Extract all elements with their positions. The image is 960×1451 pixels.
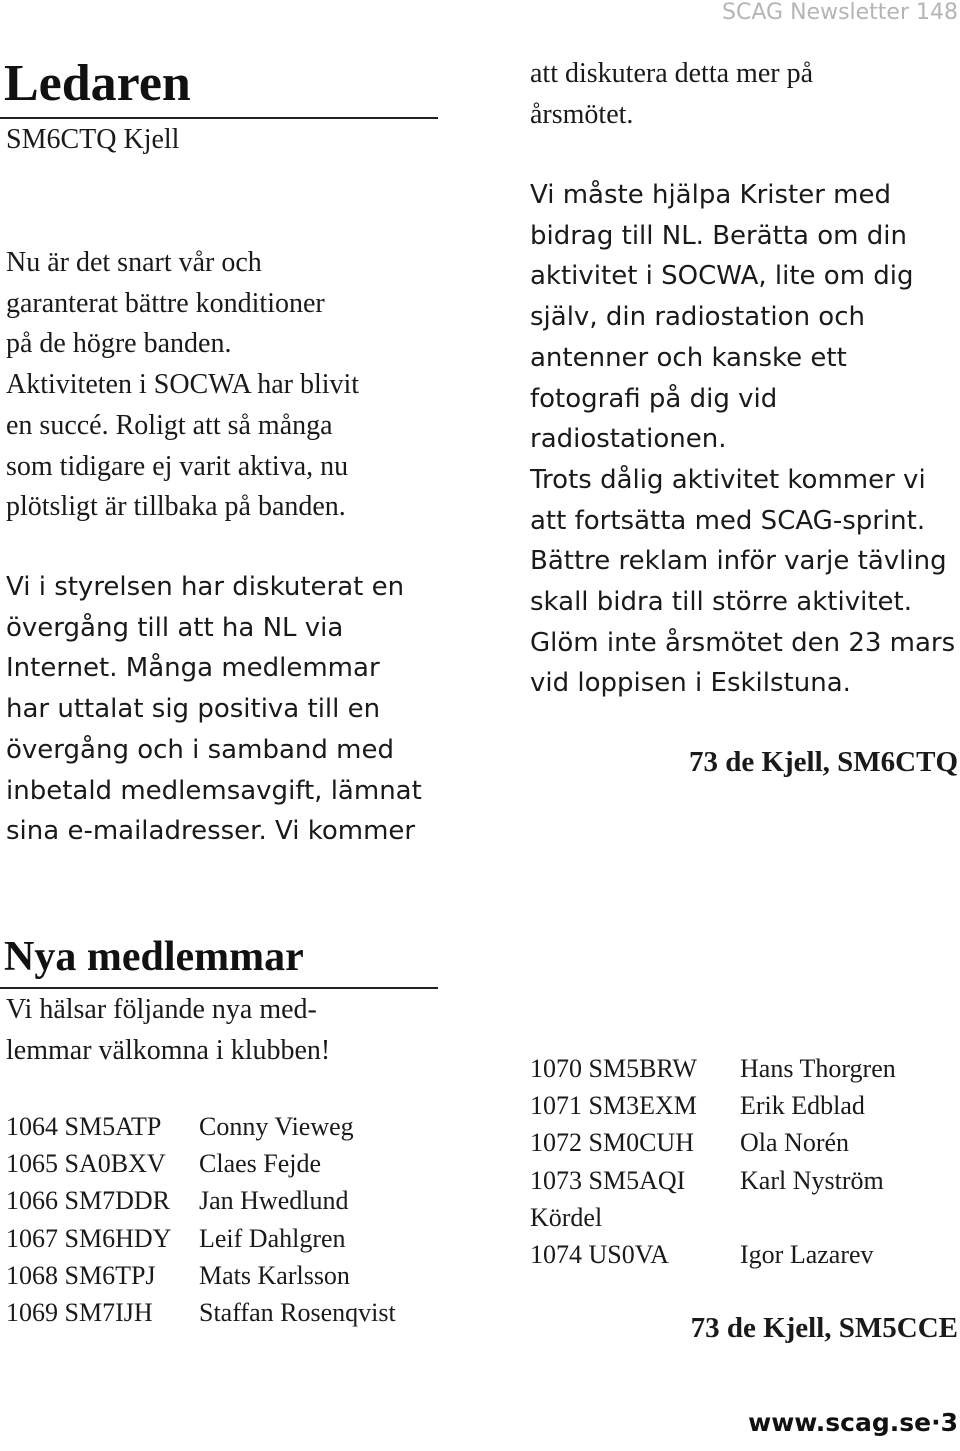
member-row bbox=[6, 1186, 396, 1223]
member-id: 1066 SM7DDR bbox=[6, 1186, 170, 1216]
section-title-ledaren: Ledaren bbox=[4, 55, 191, 112]
nya-intro-text: Vi hälsar följande nya med- lemmar välkomna i klubben! bbox=[6, 994, 331, 1066]
nya-signature: 73 de Kjell, SM5CCE bbox=[690, 1312, 958, 1344]
member-row bbox=[530, 1091, 896, 1128]
member-name: Staffan Rosenqvist bbox=[199, 1297, 396, 1327]
member-row bbox=[6, 1149, 396, 1186]
ledaren-paragraph-2: Vi i styrelsen har diskuterat en övergång till att ha NL via Internet. Många medlemmar har uttalat sig positiva till en övergång och i samband med inbetald medlemsavgift, lämnat sina e-mailadresser. Vi kommer bbox=[6, 572, 422, 847]
member-list-left bbox=[6, 1112, 396, 1335]
member-row bbox=[6, 1261, 396, 1298]
member-name: Leif Dahlgren bbox=[199, 1223, 346, 1253]
member-id: 1074 US0VA bbox=[530, 1239, 669, 1269]
ledaren-paragraph-4: Vi måste hjälpa Krister med bidrag till NL. Berätta om din aktivitet i SOCWA, lite om dig själv, din radiostation och antenner och kanske ett fotografi på dig vid radiostationen. Trots dålig aktivitet kommer vi att fortsätta med SCAG-sprint. Bättre reklam inför varje tävling skall bidra till större aktivitet. Glöm inte årsmötet den 23 mars vid loppisen i Eskilstuna. bbox=[530, 180, 956, 699]
member-id: 1069 SM7IJH bbox=[6, 1297, 153, 1327]
member-name: Karl Nyström bbox=[740, 1165, 884, 1195]
member-name: Mats Karlsson bbox=[199, 1260, 350, 1290]
member-name: Conny Vieweg bbox=[199, 1112, 354, 1141]
member-id: 1067 SM6HDY bbox=[6, 1223, 172, 1253]
title-underline bbox=[0, 117, 438, 119]
newsletter-header: SCAG Newsletter 148 bbox=[722, 0, 958, 25]
member-row bbox=[6, 1112, 396, 1149]
member-name: Erik Edblad bbox=[740, 1091, 865, 1121]
member-id: 1072 SM0CUH bbox=[530, 1128, 694, 1158]
member-name: Ola Norén bbox=[740, 1128, 850, 1158]
member-name: Igor Lazarev bbox=[740, 1239, 874, 1269]
member-name: Hans Thorgren bbox=[740, 1054, 896, 1083]
member-id: 1070 SM5BRW bbox=[530, 1054, 697, 1083]
member-row bbox=[530, 1166, 896, 1203]
section-title-nya-medlemmar: Nya medlemmar bbox=[4, 934, 304, 980]
member-name: Claes Fejde bbox=[199, 1149, 322, 1179]
title-underline bbox=[0, 987, 438, 989]
member-id: 1073 SM5AQI bbox=[530, 1165, 686, 1195]
member-id: 1065 SA0BXV bbox=[6, 1149, 166, 1179]
ledaren-paragraph-1: Nu är det snart vår och garanterat bättre konditioner på de högre banden. Aktiviteten i SOCWA har blivit en succé. Roligt att så många som tidigare ej varit aktiva, nu plötsligt är tillbaka på banden. bbox=[6, 247, 360, 523]
ledaren-paragraph-3: att diskutera detta mer på årsmötet. bbox=[530, 58, 813, 130]
section-author: SM6CTQ Kjell bbox=[6, 124, 180, 155]
ledaren-signature: 73 de Kjell, SM6CTQ bbox=[688, 746, 958, 778]
member-row bbox=[530, 1054, 896, 1091]
member-id: 1064 SM5ATP bbox=[6, 1112, 162, 1141]
member-row bbox=[6, 1298, 396, 1335]
member-row bbox=[530, 1240, 896, 1277]
member-name: Jan Hwedlund bbox=[199, 1186, 349, 1216]
member-list-right bbox=[530, 1054, 896, 1277]
member-id: 1068 SM6TPJ bbox=[6, 1260, 156, 1290]
member-row bbox=[6, 1224, 396, 1261]
member-row bbox=[530, 1128, 896, 1165]
member-name-continuation: Kördel bbox=[530, 1203, 603, 1232]
footer-url-page: www.scag.se·3 bbox=[748, 1408, 958, 1437]
member-id: 1071 SM3EXM bbox=[530, 1091, 697, 1121]
